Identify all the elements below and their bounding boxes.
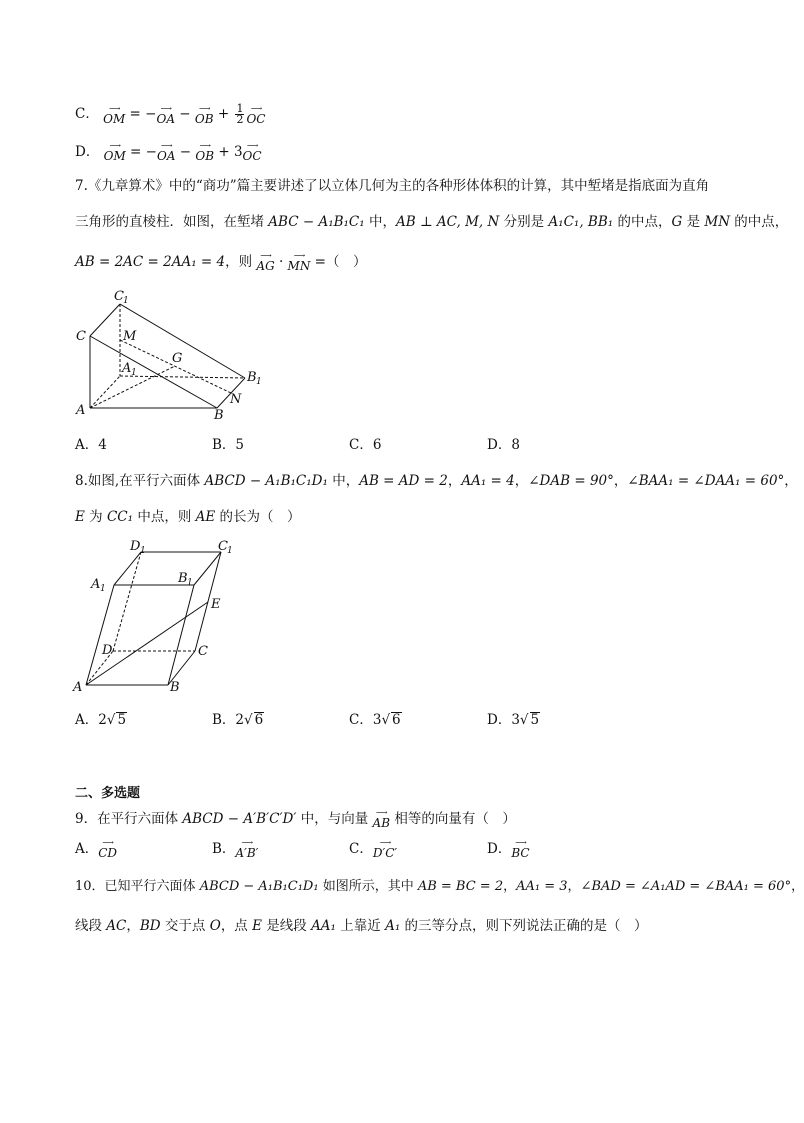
edge-a1-b1 bbox=[120, 376, 245, 378]
label-m: M bbox=[123, 329, 137, 344]
label-b1: B bbox=[178, 571, 188, 586]
q8-text-line-1: 8.如图,在平行六面体 ABCD − A₁B₁C₁D₁ 中，AB = AD = 2，AA₁ = 4，∠DAB = 90°，∠BAA₁ = ∠DAA₁ = 60°， bbox=[75, 473, 798, 489]
label-c1-sub: 1 bbox=[227, 546, 233, 556]
edge-a1-d1 bbox=[114, 552, 141, 585]
label-d: D bbox=[102, 643, 113, 658]
vector-ag: ⟶ AG bbox=[256, 251, 275, 273]
label-b: B bbox=[214, 408, 224, 423]
vector-bc: ⟶ BC bbox=[511, 838, 530, 860]
label-a: A bbox=[73, 680, 83, 695]
q9-option-b[interactable]: B． ⟶ A′B′ bbox=[212, 838, 259, 860]
vector-mn: ⟶ MN bbox=[287, 251, 311, 273]
edge-b-b1 bbox=[168, 585, 194, 685]
edge-c-c1 bbox=[90, 304, 120, 336]
vector-oa: ⟶ OA bbox=[156, 141, 176, 163]
label-b: B bbox=[170, 680, 180, 695]
vector-ob: ⟶ OB bbox=[194, 104, 214, 126]
label-g: G bbox=[172, 351, 183, 366]
section-heading-multi-choice: 二、多选题 bbox=[75, 786, 141, 801]
q9-option-c[interactable]: C． ⟶ D′C′ bbox=[349, 838, 398, 860]
q6-option-c[interactable]: C． ⟶ OM = − ⟶ OA − ⟶ OB + $\frac{1}{2}$ ⟶ OC bbox=[75, 102, 266, 126]
label-b1-sub: 1 bbox=[256, 377, 262, 387]
label-c: C bbox=[76, 329, 86, 344]
q7-text-line-3: AB = 2AC = 2AA₁ = 4，则 ⟶ AG · ⟶ MN =（ ） bbox=[75, 251, 367, 273]
vector-om: ⟶ OM bbox=[103, 104, 126, 126]
label-a1-sub: 1 bbox=[100, 584, 106, 594]
label-a1: A bbox=[122, 361, 132, 376]
vector-oc: ⟶ OC bbox=[246, 104, 266, 126]
q9-text: 9．在平行六面体 ABCD − A′B′C′D′ 中，与向量 ⟶ AB 相等的向量有（ ） bbox=[75, 808, 516, 830]
q8-parallelepiped-figure bbox=[66, 538, 246, 698]
edge-d-d1 bbox=[113, 552, 141, 651]
label-d1: D bbox=[130, 539, 141, 554]
sqrt-sign: √ bbox=[244, 712, 253, 728]
q8-option-d[interactable]: D．3√ 5 bbox=[487, 712, 540, 728]
vector-d-prime-c-prime: ⟶ D′C′ bbox=[372, 838, 398, 860]
q9-option-a[interactable]: A． ⟶ CD bbox=[75, 838, 118, 860]
label-c1: C bbox=[218, 539, 228, 554]
edge-a-a1 bbox=[90, 376, 120, 408]
q9-option-d[interactable]: D． ⟶ BC bbox=[487, 838, 530, 860]
label-c1: C bbox=[114, 289, 124, 304]
vector-oa: ⟶ OA bbox=[156, 104, 175, 126]
vector-a-prime-b-prime: ⟶ A′B′ bbox=[235, 838, 259, 860]
vector-om: ⟶ OM bbox=[103, 141, 126, 163]
vector-cd: ⟶ CD bbox=[98, 838, 118, 860]
q10-text-line-2: 线段 AC，BD 交于点 O，点 E 是线段 AA₁ 上靠近 A₁ 的三等分点，则下列说法正确的是（ ） bbox=[75, 918, 648, 934]
label-a: A bbox=[76, 403, 86, 418]
sqrt-sign: √ bbox=[381, 712, 391, 728]
q7-option-a[interactable]: A．4 bbox=[75, 437, 107, 453]
label-c: C bbox=[198, 644, 208, 659]
edge-c1-b1 bbox=[120, 304, 245, 378]
label-c1-sub: 1 bbox=[123, 296, 129, 306]
edge-a-a1 bbox=[86, 585, 114, 685]
q8-text-line-2: E 为 CC₁ 中点，则 AE 的长为（ ） bbox=[75, 509, 301, 525]
vector-ab: ⟶ AB bbox=[372, 808, 391, 830]
q8-option-a[interactable]: A．2√ 5 bbox=[75, 712, 127, 728]
sqrt-sign: √ bbox=[106, 712, 116, 728]
q7-text-line-2: 三角形的直棱柱．如图，在堑堵 ABC − A₁B₁C₁ 中，AB ⊥ AC, M, N 分别是 A₁C₁, BB₁ 的中点，G 是 MN 的中点， bbox=[75, 214, 789, 230]
label-e: E bbox=[211, 597, 221, 612]
q7-option-b[interactable]: B．5 bbox=[212, 437, 245, 453]
vector-ob: ⟶ OB bbox=[195, 141, 215, 163]
label-b1: B bbox=[247, 370, 257, 385]
q6-option-d[interactable]: D． ⟶ OM = − ⟶ OA − ⟶ OB + 3 ⟶ OC bbox=[75, 141, 262, 163]
q8-option-c[interactable]: C．3√ 6 bbox=[349, 712, 401, 728]
vector-oc: ⟶ OC bbox=[242, 141, 262, 163]
edge-c-b bbox=[90, 336, 217, 408]
q7-option-c[interactable]: C．6 bbox=[349, 437, 382, 453]
q7-option-d[interactable]: D．8 bbox=[487, 437, 520, 453]
label-b1-sub: 1 bbox=[187, 578, 193, 588]
label-a1: A bbox=[91, 577, 101, 592]
q7-text-line-1: 7.《九章算术》中的“商功”篇主要讲述了以立体几何为主的各种形体体积的计算，其中堑堵是指底面为直角 bbox=[75, 178, 710, 194]
label-a1-sub: 1 bbox=[131, 368, 137, 378]
fraction-one-half: $\frac{1}{2}$ bbox=[236, 102, 244, 126]
sqrt-sign: √ bbox=[519, 712, 529, 728]
label-n: N bbox=[230, 392, 242, 407]
q8-option-b[interactable]: B．2√ 6 bbox=[212, 712, 264, 728]
q10-text-line-1: 10．已知平行六面体 ABCD − A₁B₁C₁D₁ 如图所示，其中 AB = BC = 2，AA₁ = 3，∠BAD = ∠A₁AD = ∠BAA₁ = 60°， bbox=[75, 879, 804, 894]
label-d1-sub: 1 bbox=[140, 546, 146, 556]
q7-prism-figure bbox=[70, 288, 270, 423]
